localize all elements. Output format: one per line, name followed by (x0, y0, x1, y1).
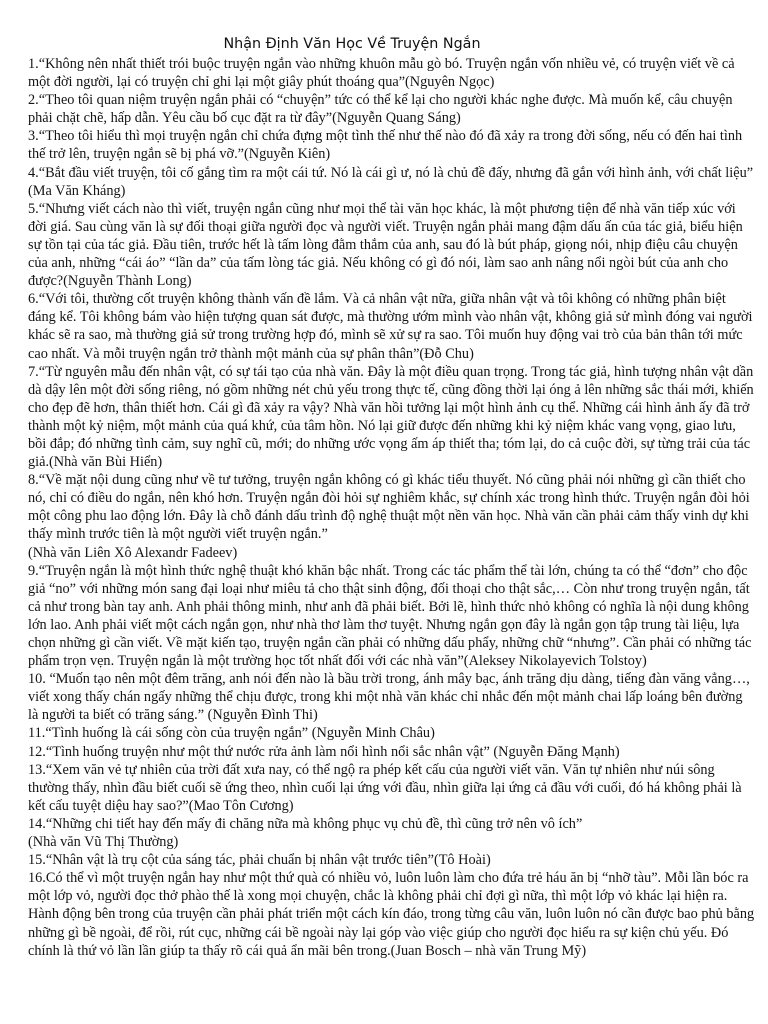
paragraph-10: 10. “Muốn tạo nên một đêm trăng, anh nói đến nào là bầu trời trong, ánh mây bạc, ánh trăng dịu dàng, tiếng đàn văng vẳng…, viết xong thấy chán ngấy những thể chịu được, trong khi một nhà văn khác chỉ nhắc đến một mảnh chai lấp loáng bên đường là người ta biết có trăng sáng.” (Nguyễn Đình Thi) (28, 671, 750, 724)
paragraph-7: 7.“Từ nguyên mẫu đến nhân vật, có sự tái tạo của nhà văn. Đây là một điều quan trọng. Trong tác giả, hình tượng nhân vật dần dà dậy lên một đời sống riêng, nó gồm những nét chủ yếu trong thực tế, cũng đồng thời lại óng ả lên những sắc thái mới, khiến cho đẹp đẽ hơn, thân thiết hơn. Cái gì đã xảy ra vậy? Nhà văn hồi tưởng lại một hình ảnh cụ thể. Những cái hình ảnh ấy đã trở thành một kỷ niệm, một mảnh của quá khứ, của tâm hồn. Nó lại giữ được đến những khi kỷ niệm khác vang vọng, giao lưu, bồi đắp; đó những tình cảm, suy nghĩ cũ, mới; do những ước vọng ấm áp thiết tha; tóm lại, do cả cuộc đời, sự từng trải của tác giả.(Nhà văn Bùi Hiển) (28, 363, 754, 471)
paragraph-8: 8.“Về mặt nội dung cũng như về tư tưởng, truyện ngắn không có gì khác tiểu thuyết. Nó cũng phải nói những gì cần thiết cho nó, chỉ có điều do ngắn, nên khó hơn. Truyện ngắn đòi hỏi sự nghiêm khắc, sự chính xác trong hình thức. Truyện ngắn đòi hỏi một công phu lao động lớn. Đây là chỗ đánh dấu trình độ nghệ thuật một nền văn học. Nhà văn cần phải cảm thấy vinh dự khi thấy mình trước tiên là một người viết truyện ngắn.” (28, 472, 750, 543)
paragraph-6: 6.“Với tôi, thường cốt truyện không thành vấn đề lắm. Và cả nhân vật nữa, giữa nhân vật và tôi không có những phân biệt đáng kể. Tôi không bám vào hiện tượng quan sát được, mà thường ướm mình vào nhân vật, không giả sử mình đóng vai người khác sẽ ra sao, mà thường giả sử trong trường hợp đó, mình sẽ xử sự ra sao. Tôi muốn huy động vai trò của bản thân tới mức cao nhất. Và mỗi truyện ngắn trở thành một mảnh của sự phân thân”(Đỗ Chu) (28, 291, 753, 362)
paragraph-16: 16.Có thể vì một truyện ngắn hay như một thứ quà có nhiều vỏ, luôn luôn làm cho đứa trẻ háu ăn bị “nhỡ tàu”. Mỗi lần bóc ra một lớp vỏ, người đọc thở phào thế là xong mọi chuyện, chắc là không phải chỉ đợi gì nữa, thì một lớp vỏ khác lại hiện ra. Hành động bên trong của truyện cần phải phát triển một cách kín đáo, trong từng câu văn, luôn luôn nó cần được bao phủ bằng những gì bề ngoài, để rồi, rút cục, những cái bề ngoài này lại góp vào việc giúp cho người đọc hiểu ra sự kiện chủ yếu. Đó chính là thứ vỏ lần lần giúp ta thấy rõ cái quả ẩn mãi bên trong.(Juan Bosch – nhà văn Trung Mỹ) (28, 870, 755, 959)
paragraph-14-attribution: (Nhà văn Vũ Thị Thường) (28, 834, 179, 851)
paragraph-13: 13.“Xem văn vẻ tự nhiên của trời đất xưa nay, có thể ngộ ra phép kết cấu của người viết văn. Văn tự nhiên như núi sông thường thấy, nhìn đầu biết cuối sẽ ứng theo, nhìn cuối lại ứng với đầu, nhìn giữa lại ứng cả đầu với cuối, đó há không phải là kết cấu tuyệt diệu hay sao?”(Mao Tôn Cương) (28, 761, 742, 814)
paragraph-8-attribution: (Nhà văn Liên Xô Alexandr Fadeev) (28, 544, 238, 561)
paragraph-3: 3.“Theo tôi hiểu thì mọi truyện ngắn chỉ chứa đựng một tình thế như thế nào đó đã xảy ra trong đời sống, nếu có đến hai tình thế trở lên, truyện ngắn sẽ bị phá vỡ.”(Nguyễn Kiên) (28, 128, 743, 163)
paragraph-2: 2.“Theo tôi quan niệm truyện ngắn phải có “chuyện” tức có thể kể lại cho người khác nghe được. Mà muốn kể, câu chuyện phải chặt chẽ, hấp dẫn. Yêu cầu bố cục đặt ra từ đây”(Nguyễn Quang Sáng) (28, 92, 733, 127)
page-title: Nhận Định Văn Học Về Truyện Ngắn (223, 36, 481, 52)
paragraph-1: 1.“Không nên nhất thiết trói buộc truyện ngắn vào những khuôn mẫu gò bó. Truyện ngắn vốn nhiều vẻ, có truyện viết về cả một đời người, lại có truyện chỉ ghi lại một giây phút thoáng qua”(Nguyên Ngọc) (28, 56, 735, 91)
paragraph-12: 12.“Tình huống truyện như một thứ nước rửa ảnh làm nổi hình nổi sắc nhân vật” (Nguyễn Đăng Mạnh) (28, 743, 620, 760)
document-body (28, 55, 756, 960)
paragraph-5: 5.“Nhưng viết cách nào thì viết, truyện ngắn cũng như mọi thể tài văn học khác, là một phương tiện để nhà văn tiếp xúc với đời giá. Sau cùng văn là sự đối thoại giữa người đọc và người viết. Truyện ngắn phải mang đậm dấu ấn của tác giả, biểu hiện sự tồn tại của tác giả. Đầu tiên, trước hết là tấm lòng đằm thắm của anh, sau đó là bút pháp, giọng nói, nhịp điệu câu chuyện của anh, những “cái áo” “lần da” của tấm lòng tác giả. Nếu không có gì đó nói, làm sao anh nâng nổi ngòi bút của anh cho được?(Nguyễn Thành Long) (28, 200, 743, 290)
paragraph-15: 15.“Nhân vật là trụ cột của sáng tác, phải chuẩn bị nhân vật trước tiên”(Tô Hoài) (28, 852, 491, 869)
paragraph-9: 9.“Truyện ngắn là một hình thức nghệ thuật khó khăn bậc nhất. Trong các tác phẩm thể tài lớn, chúng ta có thể “đơn” cho độc giả “no” với những món sang đại loại như miêu tả cho thật sinh động, đối thoại cho thật sắc,… Còn như trong truyện ngắn, tất cả như trong bàn tay anh. Anh phải thông minh, như anh đã phải biết. Bởi lẽ, hình thức nhỏ không có nghĩa là nội dung không lớn lao. Anh phải viết một cách ngắn gọn, như nhà thơ làm thơ tuyệt. Nhưng ngắn gọn đây là ngắn gọn tập trung tài liệu, lựa chọn những gì cần viết. Về mặt kiến tạo, truyện ngắn cần phải có những dấu phẩy, những chữ “nhưng”. Cần phải có những tác phẩm trọn vẹn. Truyện ngắn là một trường học tốt nhất đối với các nhà văn”(Aleksey Nikolayevich Tolstoy) (28, 562, 752, 670)
paragraph-4: 4.“Bắt đầu viết truyện, tôi cố gắng tìm ra một cái tứ. Nó là cái gì ư, nó là chủ đề đấy, nhưng đã gắn với hình ảnh, với chất liệu” (Ma Văn Kháng) (28, 164, 754, 199)
paragraph-14: 14.“Những chi tiết hay đến mấy đi chăng nữa mà không phục vụ chủ đề, thì cũng trở nên vô ích” (28, 815, 583, 832)
paragraph-11: 11.“Tình huống là cái sống còn của truyện ngắn” (Nguyễn Minh Châu) (28, 725, 435, 742)
